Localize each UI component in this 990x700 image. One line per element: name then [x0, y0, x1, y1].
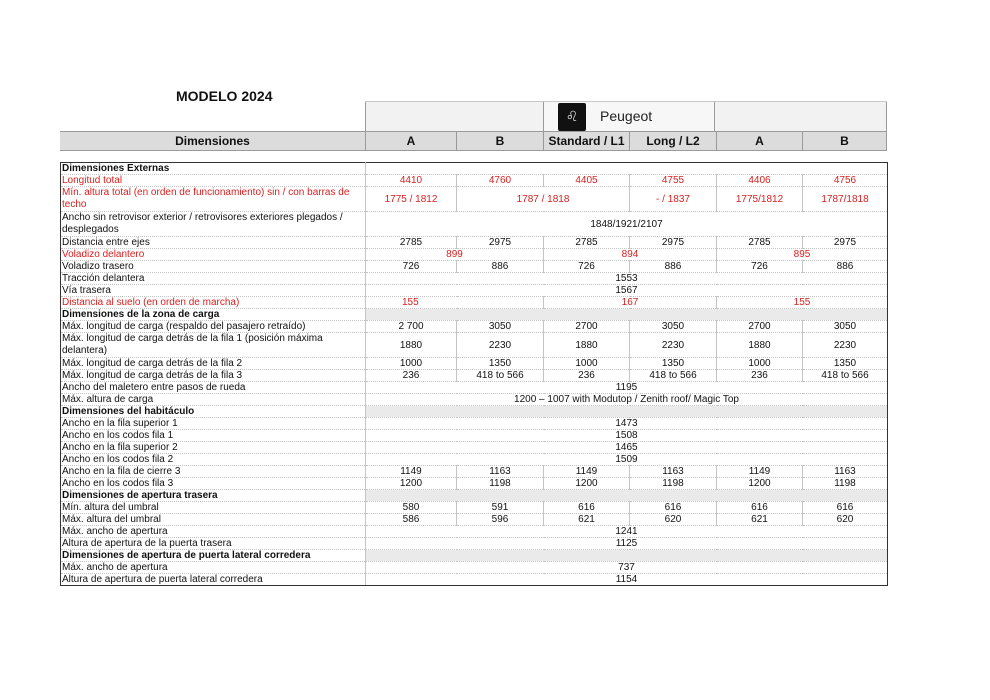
cell: 1775 / 1812	[366, 187, 457, 212]
table-row	[61, 321, 888, 333]
cell: 1775/1812	[717, 187, 803, 212]
cell: 1553	[366, 273, 888, 285]
section-header-row	[61, 163, 888, 175]
brand-header	[365, 101, 887, 133]
brand-name: Peugeot	[600, 108, 653, 124]
row-label: Ancho en los codos fila 3	[61, 478, 366, 490]
cell: 1350	[803, 358, 888, 370]
column-header-row	[60, 131, 887, 151]
cell: 2975	[457, 237, 544, 249]
cell: 1154	[366, 574, 888, 586]
section-title: Dimensiones de apertura trasera	[61, 490, 366, 502]
row-label: Longitud total	[61, 175, 366, 187]
cell: 4755	[630, 175, 717, 187]
row-label: Máx. altura del umbral	[61, 514, 366, 526]
row-label: Distancia al suelo (en orden de marcha)	[61, 297, 366, 309]
section-header-row	[61, 309, 888, 321]
cell: 895	[717, 249, 888, 261]
cell: 2230	[803, 333, 888, 358]
table-row	[61, 249, 888, 261]
cell: 4410	[366, 175, 457, 187]
section-title: Dimensiones de la zona de carga	[61, 309, 366, 321]
cell: 2230	[630, 333, 717, 358]
section-header-row	[61, 550, 888, 562]
cell: 3050	[803, 321, 888, 333]
divider	[365, 102, 366, 133]
cell: 2785	[717, 237, 803, 249]
cell: 620	[630, 514, 717, 526]
cell: 4406	[717, 175, 803, 187]
table-row	[61, 454, 888, 466]
cell: 726	[366, 261, 457, 273]
cell: 1200	[544, 478, 630, 490]
section-title: Dimensiones de apertura de puerta lateral corredera	[61, 550, 366, 562]
cell: 155	[717, 297, 888, 309]
row-label: Altura de apertura de la puerta trasera	[61, 538, 366, 550]
row-label: Ancho en los codos fila 2	[61, 454, 366, 466]
row-label: Máx. ancho de apertura	[61, 562, 366, 574]
row-label: Máx. longitud de carga detrás de la fila 3	[61, 370, 366, 382]
table-row	[61, 478, 888, 490]
row-label: Máx. longitud de carga detrás de la fila 1 (posición máxima delantera)	[61, 333, 366, 358]
row-label: Ancho en la fila superior 1	[61, 418, 366, 430]
cell: 1198	[457, 478, 544, 490]
column-header: B	[456, 132, 543, 150]
cell: 155	[366, 297, 544, 309]
table-row	[61, 382, 888, 394]
cell: 1163	[630, 466, 717, 478]
cell: 2700	[717, 321, 803, 333]
cell: 1880	[544, 333, 630, 358]
table-row	[61, 261, 888, 273]
table-row	[61, 562, 888, 574]
cell: 236	[544, 370, 630, 382]
brand-cell	[543, 102, 715, 133]
cell: 1350	[630, 358, 717, 370]
column-header: B	[802, 132, 887, 150]
cell: 616	[544, 502, 630, 514]
cell: 1465	[366, 442, 888, 454]
row-label: Vía trasera	[61, 285, 366, 297]
cell: 1000	[366, 358, 457, 370]
cell: 2 700	[366, 321, 457, 333]
cell: 1473	[366, 418, 888, 430]
section-title: Dimensiones Externas	[61, 163, 366, 175]
row-label: Mín. altura del umbral	[61, 502, 366, 514]
cell: 591	[457, 502, 544, 514]
cell: 1200 – 1007 with Modutop / Zenith roof/ Magic Top	[366, 394, 888, 406]
cell: 236	[366, 370, 457, 382]
cell: 580	[366, 502, 457, 514]
row-label: Distancia entre ejes	[61, 237, 366, 249]
row-label: Voladizo delantero	[61, 249, 366, 261]
table-row	[61, 273, 888, 285]
divider	[886, 102, 887, 133]
peugeot-lion-logo-icon: ♌	[558, 103, 586, 131]
cell: 737	[366, 562, 888, 574]
section-header-row	[61, 490, 888, 502]
cell: 2975	[803, 237, 888, 249]
cell: 2785	[544, 237, 630, 249]
cell: 586	[366, 514, 457, 526]
cell: 1149	[544, 466, 630, 478]
cell: 1198	[630, 478, 717, 490]
cell: 726	[544, 261, 630, 273]
cell: 3050	[457, 321, 544, 333]
column-header: Standard / L1	[543, 132, 629, 150]
cell: 1163	[803, 466, 888, 478]
cell: 894	[544, 249, 717, 261]
spacer-cell	[366, 309, 888, 321]
row-label: Ancho en la fila superior 2	[61, 442, 366, 454]
row-label: Máx. ancho de apertura	[61, 526, 366, 538]
cell: 2785	[366, 237, 457, 249]
cell: 1880	[366, 333, 457, 358]
table-row	[61, 574, 888, 586]
cell: 2700	[544, 321, 630, 333]
cell: 1200	[366, 478, 457, 490]
table-row	[61, 237, 888, 249]
cell: 2230	[457, 333, 544, 358]
row-label: Ancho en los codos fila 1	[61, 430, 366, 442]
table-row	[61, 333, 888, 358]
row-label: Mín. altura total (en orden de funcionamiento) sin / con barras de techo	[61, 187, 366, 212]
cell: 1241	[366, 526, 888, 538]
table-row	[61, 514, 888, 526]
cell: - / 1837	[630, 187, 717, 212]
row-label: Ancho sin retrovisor exterior / retrovisores exteriores plegados / desplegados	[61, 212, 366, 237]
cell: 1787 / 1818	[457, 187, 630, 212]
cell: 596	[457, 514, 544, 526]
table-row	[61, 418, 888, 430]
table-row	[61, 212, 888, 237]
dimensions-table	[60, 162, 888, 586]
cell: 4760	[457, 175, 544, 187]
cell: 1125	[366, 538, 888, 550]
cell: 1000	[717, 358, 803, 370]
cell: 621	[544, 514, 630, 526]
cell: 4405	[544, 175, 630, 187]
table-row	[61, 442, 888, 454]
cell: 1567	[366, 285, 888, 297]
cell: 4756	[803, 175, 888, 187]
column-header: A	[716, 132, 802, 150]
cell: 418 to 566	[457, 370, 544, 382]
cell: 1149	[366, 466, 457, 478]
cell: 621	[717, 514, 803, 526]
cell: 1509	[366, 454, 888, 466]
cell: 616	[717, 502, 803, 514]
row-label: Máx. longitud de carga (respaldo del pasajero retraído)	[61, 321, 366, 333]
spacer-cell	[366, 490, 888, 502]
column-header: A	[365, 132, 456, 150]
cell: 1848/1921/2107	[366, 212, 888, 237]
cell: 616	[630, 502, 717, 514]
row-label: Voladizo trasero	[61, 261, 366, 273]
cell: 1163	[457, 466, 544, 478]
cell: 886	[457, 261, 544, 273]
row-label: Máx. altura de carga	[61, 394, 366, 406]
spacer-cell	[366, 406, 888, 418]
column-header: Long / L2	[629, 132, 716, 150]
table-row	[61, 358, 888, 370]
table-row	[61, 297, 888, 309]
cell: 1350	[457, 358, 544, 370]
cell: 1149	[717, 466, 803, 478]
cell: 726	[717, 261, 803, 273]
cell: 418 to 566	[630, 370, 717, 382]
cell: 1787/1818	[803, 187, 888, 212]
table-row	[61, 526, 888, 538]
table-row	[61, 394, 888, 406]
table-row	[61, 285, 888, 297]
cell: 620	[803, 514, 888, 526]
cell: 1198	[803, 478, 888, 490]
row-label: Ancho en la fila de cierre 3	[61, 466, 366, 478]
cell: 418 to 566	[803, 370, 888, 382]
table-row	[61, 430, 888, 442]
cell: 1508	[366, 430, 888, 442]
row-label: Ancho del maletero entre pasos de rueda	[61, 382, 366, 394]
section-title: Dimensiones del habitáculo	[61, 406, 366, 418]
table-row	[61, 538, 888, 550]
table-row	[61, 175, 888, 187]
table-row	[61, 187, 888, 212]
cell: 1880	[717, 333, 803, 358]
cell: 2975	[630, 237, 717, 249]
row-label: Altura de apertura de puerta lateral corredera	[61, 574, 366, 586]
section-header-row	[61, 406, 888, 418]
cell: 236	[717, 370, 803, 382]
row-label: Máx. longitud de carga detrás de la fila 2	[61, 358, 366, 370]
table-row	[61, 466, 888, 478]
cell: 1200	[717, 478, 803, 490]
table-row	[61, 370, 888, 382]
cell: 899	[366, 249, 544, 261]
cell: 886	[803, 261, 888, 273]
cell: 616	[803, 502, 888, 514]
page-title: MODELO 2024	[176, 88, 273, 104]
row-label: Tracción delantera	[61, 273, 366, 285]
table-row	[61, 502, 888, 514]
cell: 886	[630, 261, 717, 273]
cell: 167	[544, 297, 717, 309]
cell: 1195	[366, 382, 888, 394]
spacer-cell	[366, 550, 888, 562]
cell: 1000	[544, 358, 630, 370]
column-header-dimensions: Dimensiones	[175, 134, 250, 148]
spacer-cell	[366, 163, 888, 175]
cell: 3050	[630, 321, 717, 333]
